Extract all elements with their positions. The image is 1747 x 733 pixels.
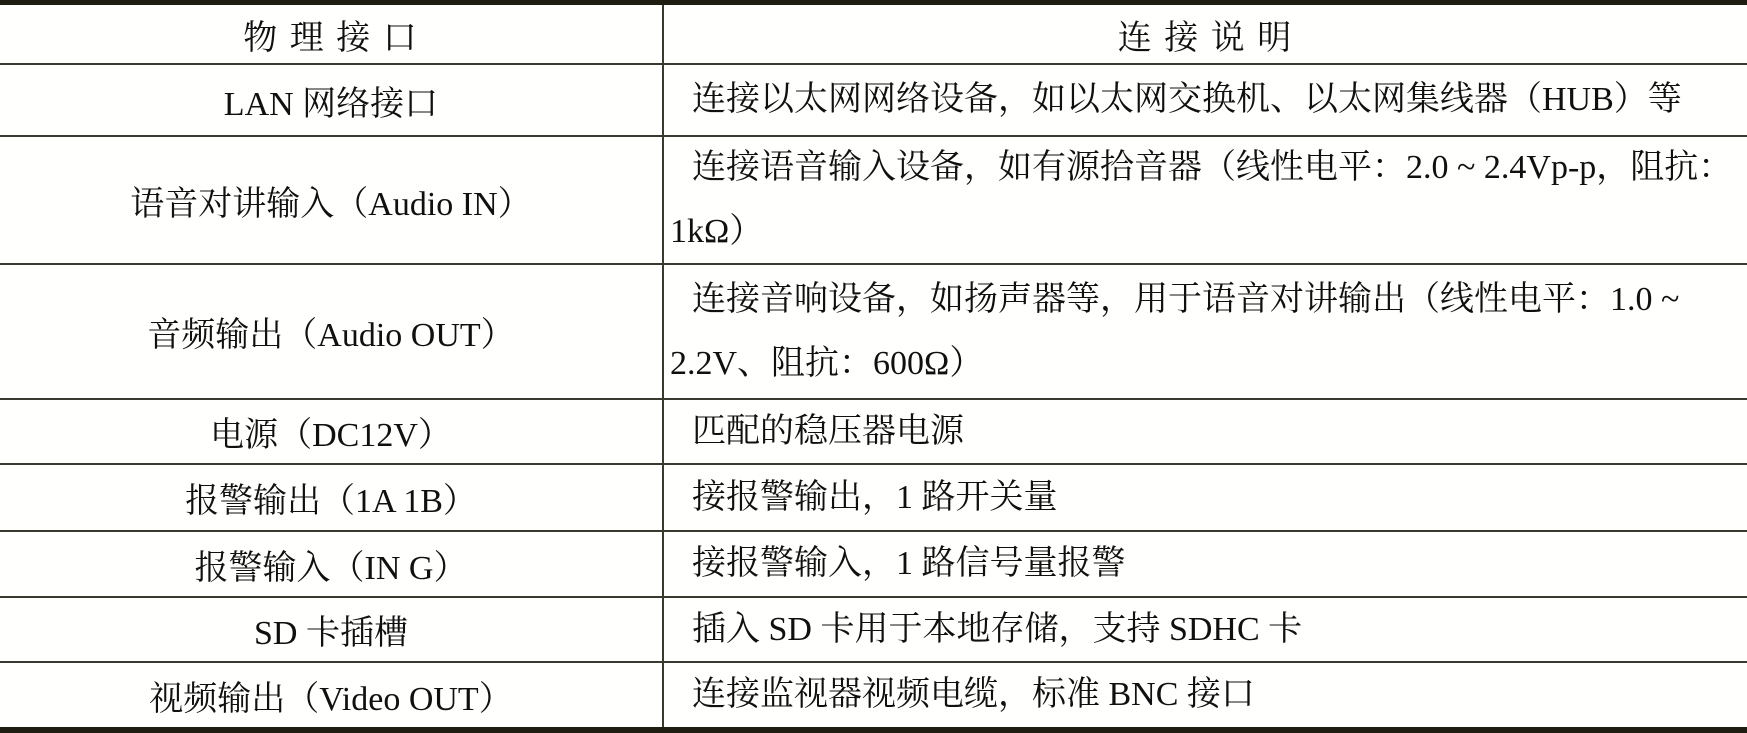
table-row <box>0 265 1747 400</box>
interface-cell: SD 卡插槽 <box>0 598 664 661</box>
description-text: 连接音响设备，如扬声器等，用于语音对讲输出（线性电平：1.0 ~ 2.2V、阻抗：600Ω） <box>670 280 1680 382</box>
description-text: 匹配的稳压器电源 <box>692 412 964 450</box>
table-header-row <box>0 5 1747 65</box>
description-text: 接报警输入，1 路信号量报警 <box>692 545 1126 582</box>
description-cell <box>664 265 1747 398</box>
description-cell <box>664 532 1747 596</box>
description-cell <box>664 663 1747 727</box>
description-text: 连接以太网网络设备，如以太网交换机、以太网集线器（HUB）等 <box>692 81 1682 118</box>
table-row <box>0 598 1747 663</box>
description-cell <box>664 65 1747 135</box>
interface-cell: 报警输入（IN G） <box>0 532 664 596</box>
description-cell <box>664 400 1747 463</box>
column-header-connection-description: 连 接 说 明 <box>1117 19 1294 57</box>
description-text: 连接语音输入设备，如有源拾音器（线性电平：2.0 ~ 2.4Vp-p，阻抗：1kΩ） <box>670 149 1733 250</box>
table-row <box>0 137 1747 265</box>
description-cell <box>664 465 1747 530</box>
interface-cell: 电源（DC12V） <box>0 400 664 463</box>
table-row <box>0 400 1747 465</box>
description-cell <box>664 598 1747 661</box>
interface-cell: LAN 网络接口 <box>0 65 664 135</box>
table-row <box>0 65 1747 137</box>
interface-cell: 音频输出（Audio OUT） <box>0 265 664 398</box>
table-row <box>0 465 1747 532</box>
interface-cell: 视频输出（Video OUT） <box>0 663 664 727</box>
interface-cell: 语音对讲输入（Audio IN） <box>0 137 664 263</box>
table-row <box>0 663 1747 727</box>
interface-cell: 报警输出（1A 1B） <box>0 465 664 530</box>
description-text: 接报警输出，1 路开关量 <box>692 478 1058 516</box>
column-header-physical-interface: 物 理 接 口 <box>0 5 664 63</box>
description-cell <box>664 137 1747 263</box>
description-text: 连接监视器视频电缆，标准 BNC 接口 <box>692 676 1255 713</box>
table-row <box>0 532 1747 598</box>
description-text: 插入 SD 卡用于本地存储，支持 SDHC 卡 <box>692 610 1303 648</box>
